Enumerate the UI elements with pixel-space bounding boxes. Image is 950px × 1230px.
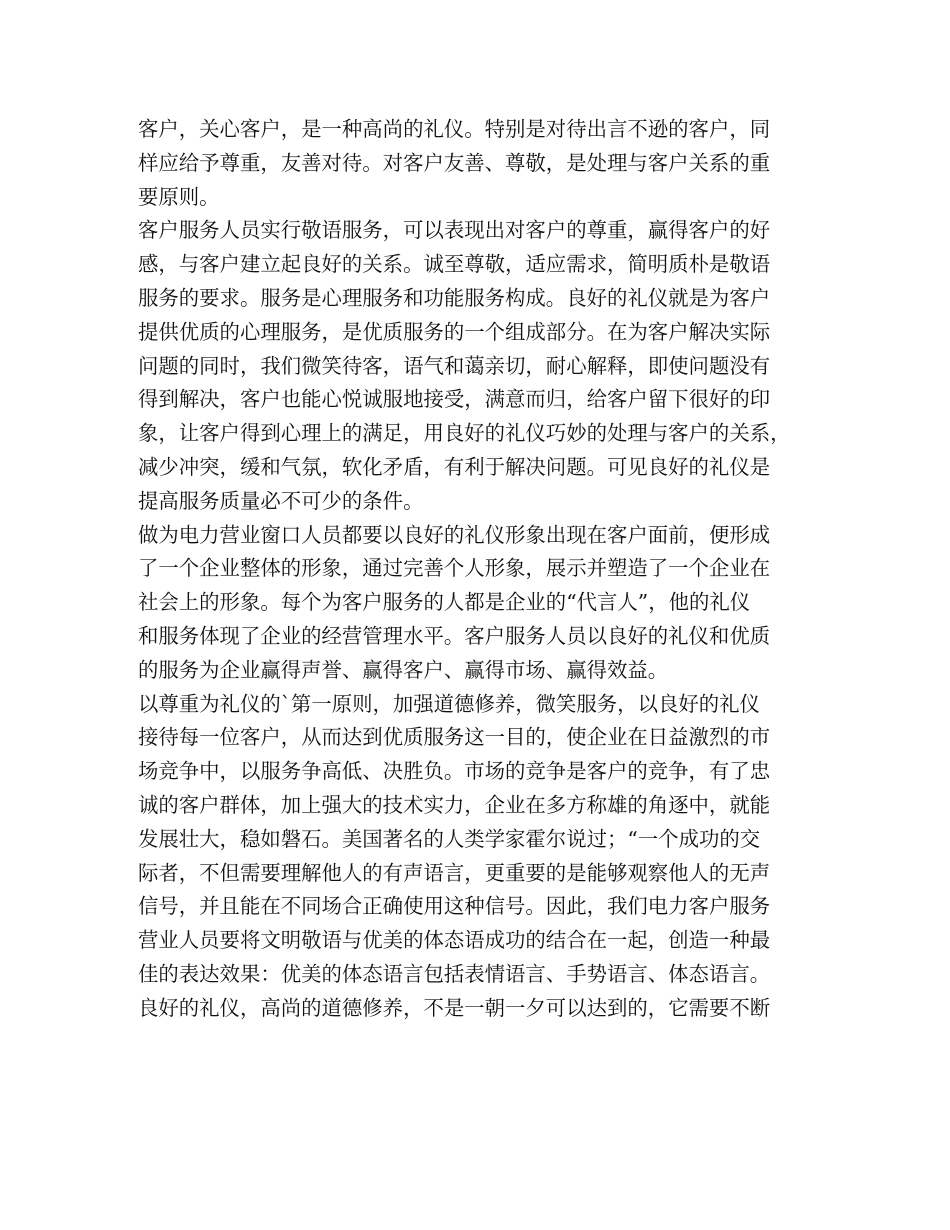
text-line: 良好的礼仪，高尚的道德修养，不是一朝一夕可以达到的，它需要不断: [138, 995, 771, 1020]
text-line: 的服务为企业赢得声誉、赢得客户、赢得市场、赢得效益。: [138, 657, 669, 682]
body-text: [138, 113, 828, 1026]
text-line: 得到解决，客户也能心悦诚服地接受，满意而归，给客户留下很好的印: [138, 387, 771, 412]
text-line: 客户，关心客户，是一种高尚的礼仪。特别是对待出言不逊的客户，同: [138, 117, 771, 141]
text-line: 客户服务人员实行敬语服务，可以表现出对客户的尊重，赢得客户的好: [138, 218, 771, 243]
text-line: 诚的客户群体，加上强大的技术实力，企业在多方称雄的角逐中，就能: [138, 792, 771, 817]
text-line: 社会上的形象。每个为客户服务的人都是企业的“代言人”，他的礼仪: [138, 590, 751, 615]
text-line: 提高服务质量必不可少的条件。: [138, 488, 424, 513]
text-line: 服务的要求。服务是心理服务和功能服务构成。良好的礼仪就是为客户: [138, 285, 771, 310]
text-line: 减少冲突，缓和气氛，软化矛盾，有利于解决问题。可见良好的礼仪是: [138, 454, 771, 479]
text-line: 佳的表达效果：优美的体态语言包括表情语言、手势语言、体态语言。: [138, 961, 771, 986]
text-line: 和服务体现了企业的经营管理水平。客户服务人员以良好的礼仪和优质: [138, 623, 771, 648]
text-line: 了一个企业整体的形象，通过完善个人形象，展示并塑造了一个企业在: [138, 556, 771, 581]
text-line: 信号，并且能在不同场合正确使用这种信号。因此，我们电力客户服务: [138, 894, 771, 919]
text-line: 象，让客户得到心理上的满足，用良好的礼仪巧妙的处理与客户的关系，: [138, 421, 791, 446]
text-line: 感，与客户建立起良好的关系。诚至尊敬，适应需求，简明质朴是敬语: [138, 252, 771, 277]
text-line: 做为电力营业窗口人员都要以良好的礼仪形象出现在客户面前，便形成: [138, 522, 771, 547]
text-line: 接待每一位客户，从而达到优质服务这一目的，使企业在日益激烈的市: [138, 725, 771, 750]
text-line: 以尊重为礼仪的`第一原则，加强道德修养，微笑服务，以良好的礼仪: [138, 691, 760, 716]
text-line: 营业人员要将文明敬语与优美的体态语成功的结合在一起，创造一种最: [138, 928, 771, 953]
text-line: 场竞争中，以服务争高低、决胜负。市场的竞争是客户的竞争，有了忠: [138, 759, 771, 784]
text-line: 要原则。: [138, 184, 220, 209]
text-line: 问题的同时，我们微笑待客，语气和蔼亲切，耐心解释，即使问题没有: [138, 353, 771, 378]
text-line: 提供优质的心理服务，是优质服务的一个组成部分。在为客户解决实际: [138, 319, 771, 344]
text-line: 样应给予尊重，友善对待。对客户友善、尊敬，是处理与客户关系的重: [138, 150, 771, 175]
text-line: 际者，不但需要理解他人的有声语言，更重要的是能够观察他人的无声: [138, 860, 771, 885]
text-line: 发展壮大，稳如磐石。美国著名的人类学家霍尔说过；“一个成功的交: [138, 826, 761, 851]
